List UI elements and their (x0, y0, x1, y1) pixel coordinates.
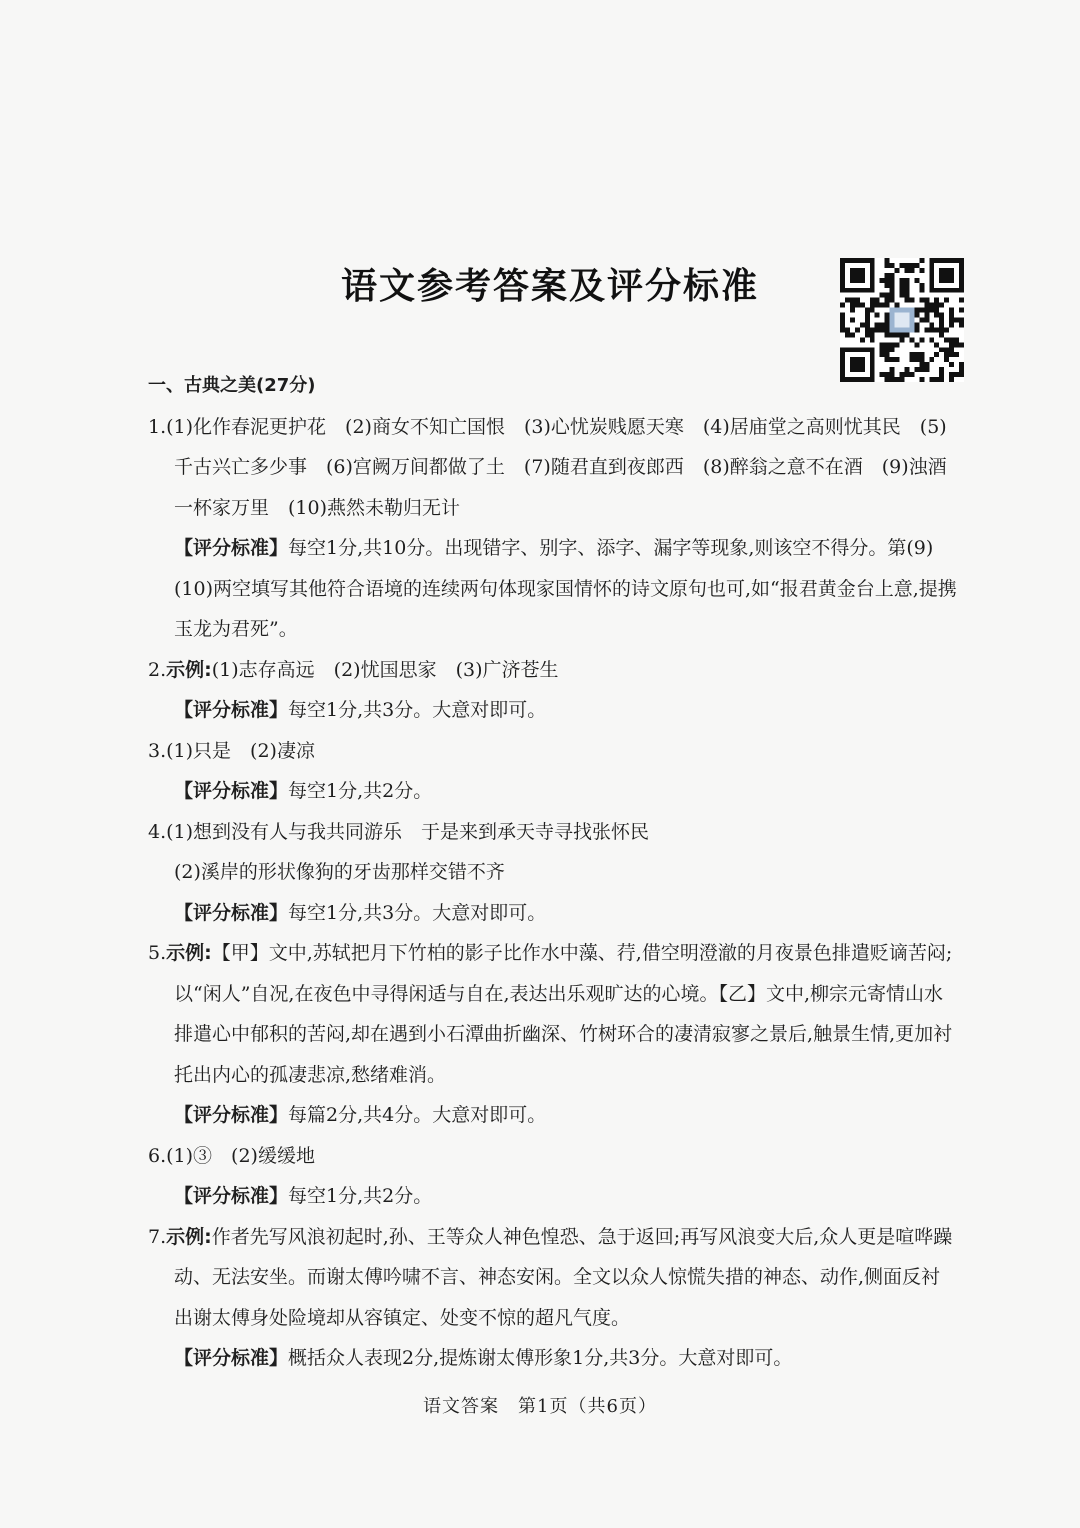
question-5-criteria (148, 1095, 958, 1136)
question-7-number: 7. (148, 1225, 167, 1248)
question-4-number: 4. (148, 820, 167, 843)
question-5-number: 5. (148, 942, 167, 964)
page-footer: 语文答案 第1页（共6页） (423, 1396, 657, 1417)
criteria-text: 每空1分,共3分。大意对即可。 (288, 901, 547, 924)
example-label: 示例: (166, 1225, 212, 1248)
question-4-criteria (148, 893, 958, 934)
question-6-criteria (148, 1176, 958, 1217)
question-1-number: 1. (148, 415, 167, 438)
criteria-label: 【评分标准】 (174, 1185, 289, 1207)
page-title: 语文参考答案及评分标准 (340, 266, 759, 307)
qr-code-icon (840, 258, 964, 382)
question-2 (148, 650, 958, 691)
question-5-answer: 【甲】文中,苏轼把月下竹柏的影子比作水中藻、荇,借空明澄澈的月夜景色排遣贬谪苦闷;以“闲人”自况,在夜色中寻得闲适与自在,表达出乐观旷达的心境。【乙】文中,柳宗元寄情山水排遣心中郁积的苦闷,却在遇到小石潭曲折幽深、竹树环合的凄清寂寥之景后,触景生情,更加衬托出内心的孤凄悲凉,愁绪难消。 (174, 942, 953, 1086)
criteria-label: 【评分标准】 (174, 699, 289, 721)
question-1 (148, 407, 958, 529)
question-5 (148, 933, 958, 1095)
criteria-text: 概括众人表现2分,提炼谢太傅形象1分,共3分。大意对即可。 (288, 1347, 793, 1369)
question-2-number: 2. (148, 658, 167, 681)
question-7 (148, 1217, 958, 1339)
example-label: 示例: (166, 658, 212, 681)
question-7-answer: 作者先写风浪初起时,孙、王等众人神色惶恐、急于返回;再写风浪变大后,众人更是喧哗躁动、无法安坐。而谢太傅吟啸不言、神态安闲。全文以众人惊慌失措的神态、动作,侧面反衬出谢太傅身处险境却从容镇定、处变不惊的超凡气度。 (174, 1225, 953, 1329)
criteria-text: 每篇2分,共4分。大意对即可。 (288, 1104, 547, 1126)
question-6-answer: (1)③ (2)缓缓地 (166, 1144, 315, 1167)
question-1-answer: (1)化作春泥更护花 (2)商女不知亡国恨 (3)心忧炭贱愿天寒 (4)居庙堂之高则忧其民 (5)千古兴亡多少事 (6)宫阙万间都做了土 (7)随君直到夜郎西 (8)醉翁之意不在酒 (9)浊酒一杯家万里 (10)燕然未勒归无计 (166, 415, 947, 519)
criteria-label: 【评分标准】 (174, 537, 289, 559)
criteria-text: 每空1分,共2分。 (288, 780, 433, 802)
criteria-text: 每空1分,共2分。 (288, 1185, 433, 1207)
question-3-number: 3. (148, 739, 167, 762)
question-4-answer-2: (2)溪岸的形状像狗的牙齿那样交错不齐 (174, 861, 505, 883)
criteria-label: 【评分标准】 (174, 901, 289, 924)
criteria-label: 【评分标准】 (174, 1347, 289, 1369)
criteria-text: 每空1分,共10分。出现错字、别字、添字、漏字等现象,则该空不得分。第(9)(10)两空填写其他符合语境的连续两句体现家国情怀的诗文原句也可,如“报君黄金台上意,提携玉龙为君死”。 (174, 537, 957, 640)
question-3 (148, 731, 958, 772)
question-4 (148, 812, 958, 853)
question-1-criteria (148, 528, 958, 650)
criteria-text: 每空1分,共3分。大意对即可。 (288, 699, 547, 721)
question-3-answer: (1)只是 (2)凄凉 (166, 739, 315, 762)
question-6 (148, 1136, 958, 1177)
section-heading: 一、古典之美(27分) (148, 375, 316, 396)
question-2-answer: (1)志存高远 (2)忧国思家 (3)广济苍生 (211, 658, 559, 681)
question-6-number: 6. (148, 1144, 167, 1167)
question-2-criteria (148, 690, 958, 731)
example-label: 示例: (166, 942, 212, 964)
criteria-label: 【评分标准】 (174, 1104, 289, 1126)
question-4-answer-1: (1)想到没有人与我共同游乐 于是来到承天寺寻找张怀民 (166, 820, 650, 843)
question-7-criteria (148, 1338, 958, 1379)
criteria-label: 【评分标准】 (174, 780, 289, 802)
question-3-criteria (148, 771, 958, 812)
answer-content (148, 366, 958, 1379)
